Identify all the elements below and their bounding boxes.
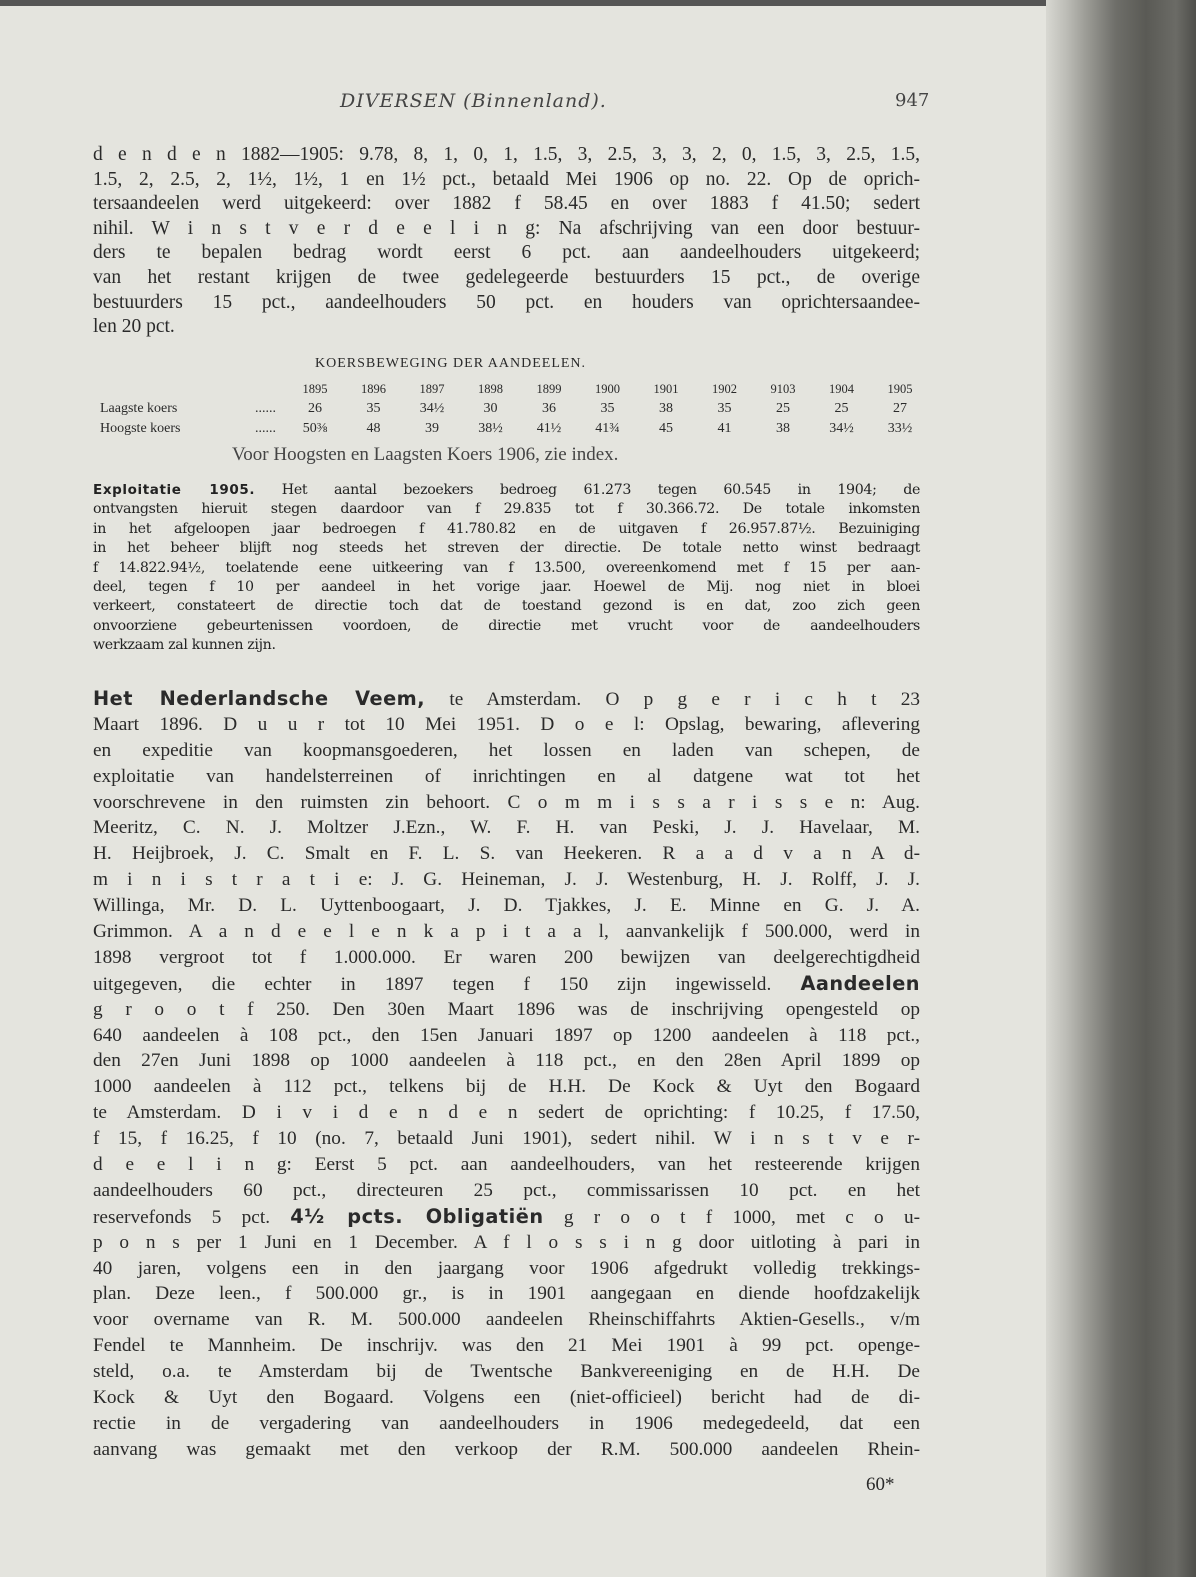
text-line [93,1437,920,1463]
bold-heading: Aandeelen [800,971,920,995]
text-line [93,539,920,558]
text-line: tersaandeelen werd uitgekeerd: over 1882 f 58.45 en over 1883 f 41.50; sedert [93,193,920,215]
text-line [93,1152,920,1178]
running-header-title: DIVERSEN (Binnenland). [340,90,607,112]
text-run: reservefonds 5 pct. [93,1206,291,1228]
text-line [93,636,920,655]
table-cell: 35 [717,401,732,416]
text-run: Willinga, Mr. D. L. Uyttenboogaart, J. D. Tjakkes, J. E. Minne en G. J. A. [93,895,920,917]
text-line [93,1126,920,1152]
text-line [93,764,920,790]
text-line [93,971,920,997]
text-line [93,997,920,1023]
signature-mark: 60* [866,1474,895,1495]
text-run: verkeert, constateert de directie toch dat de toestand gezond is en dat, zoo zich geen [93,598,920,615]
table-cell: 25 [776,401,790,416]
table-cell: 48 [366,421,381,436]
text-run: g r o o t f 250. Den 30en Maart 1896 was de inschrijving opengesteld op [93,998,920,1020]
text-run: Maart 1896. D u u r tot 10 Mei 1951. D o e l: Opslag, bewaring, aflevering [93,713,920,735]
text-run: f 14.822.94½, toelatende eene uitkeering van f 13.500, overeenkomend met f 15 per aan- [93,559,920,576]
text-run: deel, tegen f 10 per aandeel in het vorige jaar. Hoewel de Mij. nog niet in bloei [93,578,920,595]
text-line [93,1048,920,1074]
text-line [93,686,920,712]
text-run: d e e l i n g: Eerst 5 pct. aan aandeelhouders, van het resteerende krijgen [93,1154,920,1176]
text-line [93,578,920,597]
text-run: steld, o.a. te Amsterdam bij de Twentsche Bankvereeniging en de H.H. De [93,1361,920,1383]
text-line [93,945,920,971]
text-line [93,500,920,519]
text-run: 1898 vergroot tot f 1.000.000. Er waren 200 bewijzen van deelgerechtigdheid [93,946,920,968]
text-line [93,1281,920,1307]
table-cell: 50⅜ [302,421,328,436]
text-line [93,1074,920,1100]
table-cell: 38½ [478,421,503,436]
year-header: 1896 [361,382,386,396]
text-line: 1.5, 2, 2.5, 2, 1½, 1½, 1 en 1½ pct., betaald Mei 1906 op no. 22. Op de oprich- [93,168,920,190]
text-run: rectie in de vergadering van aandeelhouders in 1906 medegedeeld, dat een [93,1412,920,1434]
text-run: plan. Deze leen., f 500.000 gr., is in 1901 aangegaan en diende hoofdzakelijk [93,1283,920,1305]
text-line: van het restant krijgen de twee gedelegeerde bestuurders 15 pct., de overige [93,266,920,288]
table-note: Voor Hoogsten en Laagsten Koers 1906, zie index. [232,444,619,465]
text-line [93,1230,920,1256]
text-line [93,559,920,578]
text-run: Fendel te Mannheim. De inschrijv. was den 21 Mei 1901 à 99 pct. openge- [93,1335,920,1357]
text-run: p o n s per 1 Juni en 1 December. A f l o s s i n g door uitloting à pari in [93,1231,920,1253]
table-cell: 35 [600,401,615,416]
text-line [93,597,920,616]
text-run: aandeelhouders 60 pct., directeuren 25 pct., commissarissen 10 pct. en het [93,1179,920,1201]
text-run: te Amsterdam. D i v i d e n d e n sedert de oprichting: f 10.25, f 17.50, [93,1102,920,1124]
text-run: Grimmon. A a n d e e l e n k a p i t a a l, aanvankelijk f 500.000, werd in [93,921,920,943]
bold-heading: Exploitatie 1905. [93,482,256,498]
text-run: g r o o t f 1000, met c o u- [543,1206,921,1228]
text-line [93,617,920,636]
paragraph-exploitatie-1905 [93,481,920,656]
table-cell: 45 [659,421,673,436]
text-line [93,1333,920,1359]
row-label: Laagste koers [100,401,178,416]
text-run: m i n i s t r a t i e: J. G. Heineman, J. J. Westenburg, H. J. Rolff, J. J. [93,869,920,891]
text-line [93,481,920,500]
bold-heading: 4½ pcts. Obligatiën [290,1204,544,1228]
text-run: 40 jaren, volgens een in den jaargang voor 1906 afgedrukt volledig trekkings- [93,1257,920,1279]
text-line [93,1204,920,1230]
table-row-hoogste [100,421,930,441]
text-line [93,1178,920,1204]
year-header: 1898 [478,382,503,396]
year-header: 1905 [887,382,913,396]
text-run: 1000 aandeelen à 112 pct., telkens bij de H.H. De Kock & Uyt den Bogaard [93,1076,920,1098]
year-header: 1900 [595,382,620,396]
year-header: 1897 [419,382,445,396]
leader-dots: ...... [255,421,276,436]
text-line [93,919,920,945]
text-line [93,867,920,893]
text-line [93,841,920,867]
text-line [93,790,920,816]
text-line [93,1411,920,1437]
table-title: KOERSBEWEGING DER AANDEELEN. [315,356,587,371]
table-cell: 35 [366,401,381,416]
table-cell: 41½ [536,421,562,436]
text-run: ontvangsten hieruit stegen daardoor van f 29.835 tot f 30.366.72. De totale inkomsten [93,501,920,518]
table-cell: 38 [776,421,790,436]
text-run: Het aantal bezoekers bedroeg 61.273 tegen 60.545 in 1904; de [255,482,920,498]
paragraph-nederlandsche-veem [93,686,920,1463]
table-cell: 30 [483,401,498,416]
text-run: voor overname van R. M. 500.000 aandeelen Rheinschiffahrts Aktien-Gesells., v/m [93,1309,920,1331]
text-run: voorschrevene in den ruimsten zin behoort. C o m m i s s a r i s s e n: Aug. [93,791,920,813]
text-run: Kock & Uyt den Bogaard. Volgens een (niet-officieel) bericht had de di- [93,1387,920,1409]
table-header-years [100,382,930,402]
table-cell: 36 [542,401,556,416]
text-run: en expeditie van koopmansgoederen, het lossen en laden van schepen, de [93,739,920,761]
table-cell: 34½ [419,401,445,416]
text-line [93,738,920,764]
table-cell: 41¾ [595,421,620,436]
text-run: H. Heijbroek, J. C. Smalt en F. L. S. van Heekeren. R a a d v a n A d- [93,843,920,865]
year-header: 9103 [770,382,796,396]
paragraph-dividend-distribution [93,143,920,340]
text-line [93,712,920,738]
year-header: 1895 [302,382,328,396]
table-row-laagste [100,401,930,421]
book-page-edge [1046,0,1196,1577]
table-cell: 25 [834,401,849,416]
text-run: in het afgeloopen jaar bedroegen f 41.780.82 en de uitgaven f 26.957.87½. Bezuiniging [93,520,920,537]
bold-heading: Het Nederlandsche Veem, [93,687,426,710]
text-run: in het beheer blijft nog steeds het streven der directie. De totale netto winst bedraagt [93,540,920,557]
text-line: bestuurders 15 pct., aandeelhouders 50 pct. en houders van oprichtersaandee- [93,291,920,313]
page-number: 947 [895,90,930,111]
text-run: werkzaam zal kunnen zijn. [93,637,276,654]
row-label: Hoogste koers [100,421,181,436]
text-line [93,815,920,841]
text-line [93,1100,920,1126]
table-cell: 34½ [829,421,854,436]
text-run: 640 aandeelen à 108 pct., den 15en Januari 1897 op 1200 aandeelen à 118 pct., [93,1024,920,1046]
leader-dots: ...... [255,401,276,416]
table-cell: 27 [893,401,907,416]
text-line: nihil. W i n s t v e r d e e l i n g: Na afschrijving van een door bestuur- [93,217,920,239]
text-line: d e n d e n 1882—1905: 9.78, 8, 1, 0, 1, 1.5, 3, 2.5, 3, 3, 2, 0, 1.5, 3, 2.5, 1.5, [93,144,920,165]
year-header: 1904 [829,382,854,396]
table-cell: 41 [717,421,732,436]
text-line: ders te bepalen bedrag wordt eerst 6 pct. aan aandeelhouders uitgekeerd; [93,242,920,264]
text-line [93,1385,920,1411]
text-line [93,1359,920,1385]
text-line [93,1307,920,1333]
year-header: 1899 [536,382,562,396]
text-run: te Amsterdam. O p g e r i c h t 23 [425,689,920,710]
table-cell: 26 [308,401,322,416]
text-run: den 27en Juni 1898 op 1000 aandeelen à 118 pct., en den 28en April 1899 op [93,1050,920,1072]
text-run: onvoorziene gebeurtenissen voordoen, de directie met vrucht voor de aandeelhouders [93,617,920,634]
text-run: exploitatie van handelsterreinen of inrichtingen en al datgene wat tot het [93,765,920,787]
text-run: Meeritz, C. N. J. Moltzer J.Ezn., W. F. H. van Peski, J. J. Havelaar, M. [93,817,920,839]
scan-top-border [0,0,1196,6]
text-line [93,520,920,539]
text-run: uitgegeven, die echter in 1897 tegen f 150 zijn ingewisseld. [93,973,801,995]
text-line [93,1256,920,1282]
table-cell: 33½ [887,421,913,436]
text-run: f 15, f 16.25, f 10 (no. 7, betaald Juni 1901), sedert nihil. W i n s t v e r- [93,1128,920,1150]
text-line: len 20 pct. [93,316,175,338]
table-cell: 39 [425,421,439,436]
year-header: 1901 [653,382,679,396]
text-line [93,1023,920,1049]
text-run: aanvang was gemaakt met den verkoop der R.M. 500.000 aandeelen Rhein- [93,1438,920,1460]
text-line [93,893,920,919]
year-header: 1902 [712,382,737,396]
table-cell: 38 [659,401,673,416]
